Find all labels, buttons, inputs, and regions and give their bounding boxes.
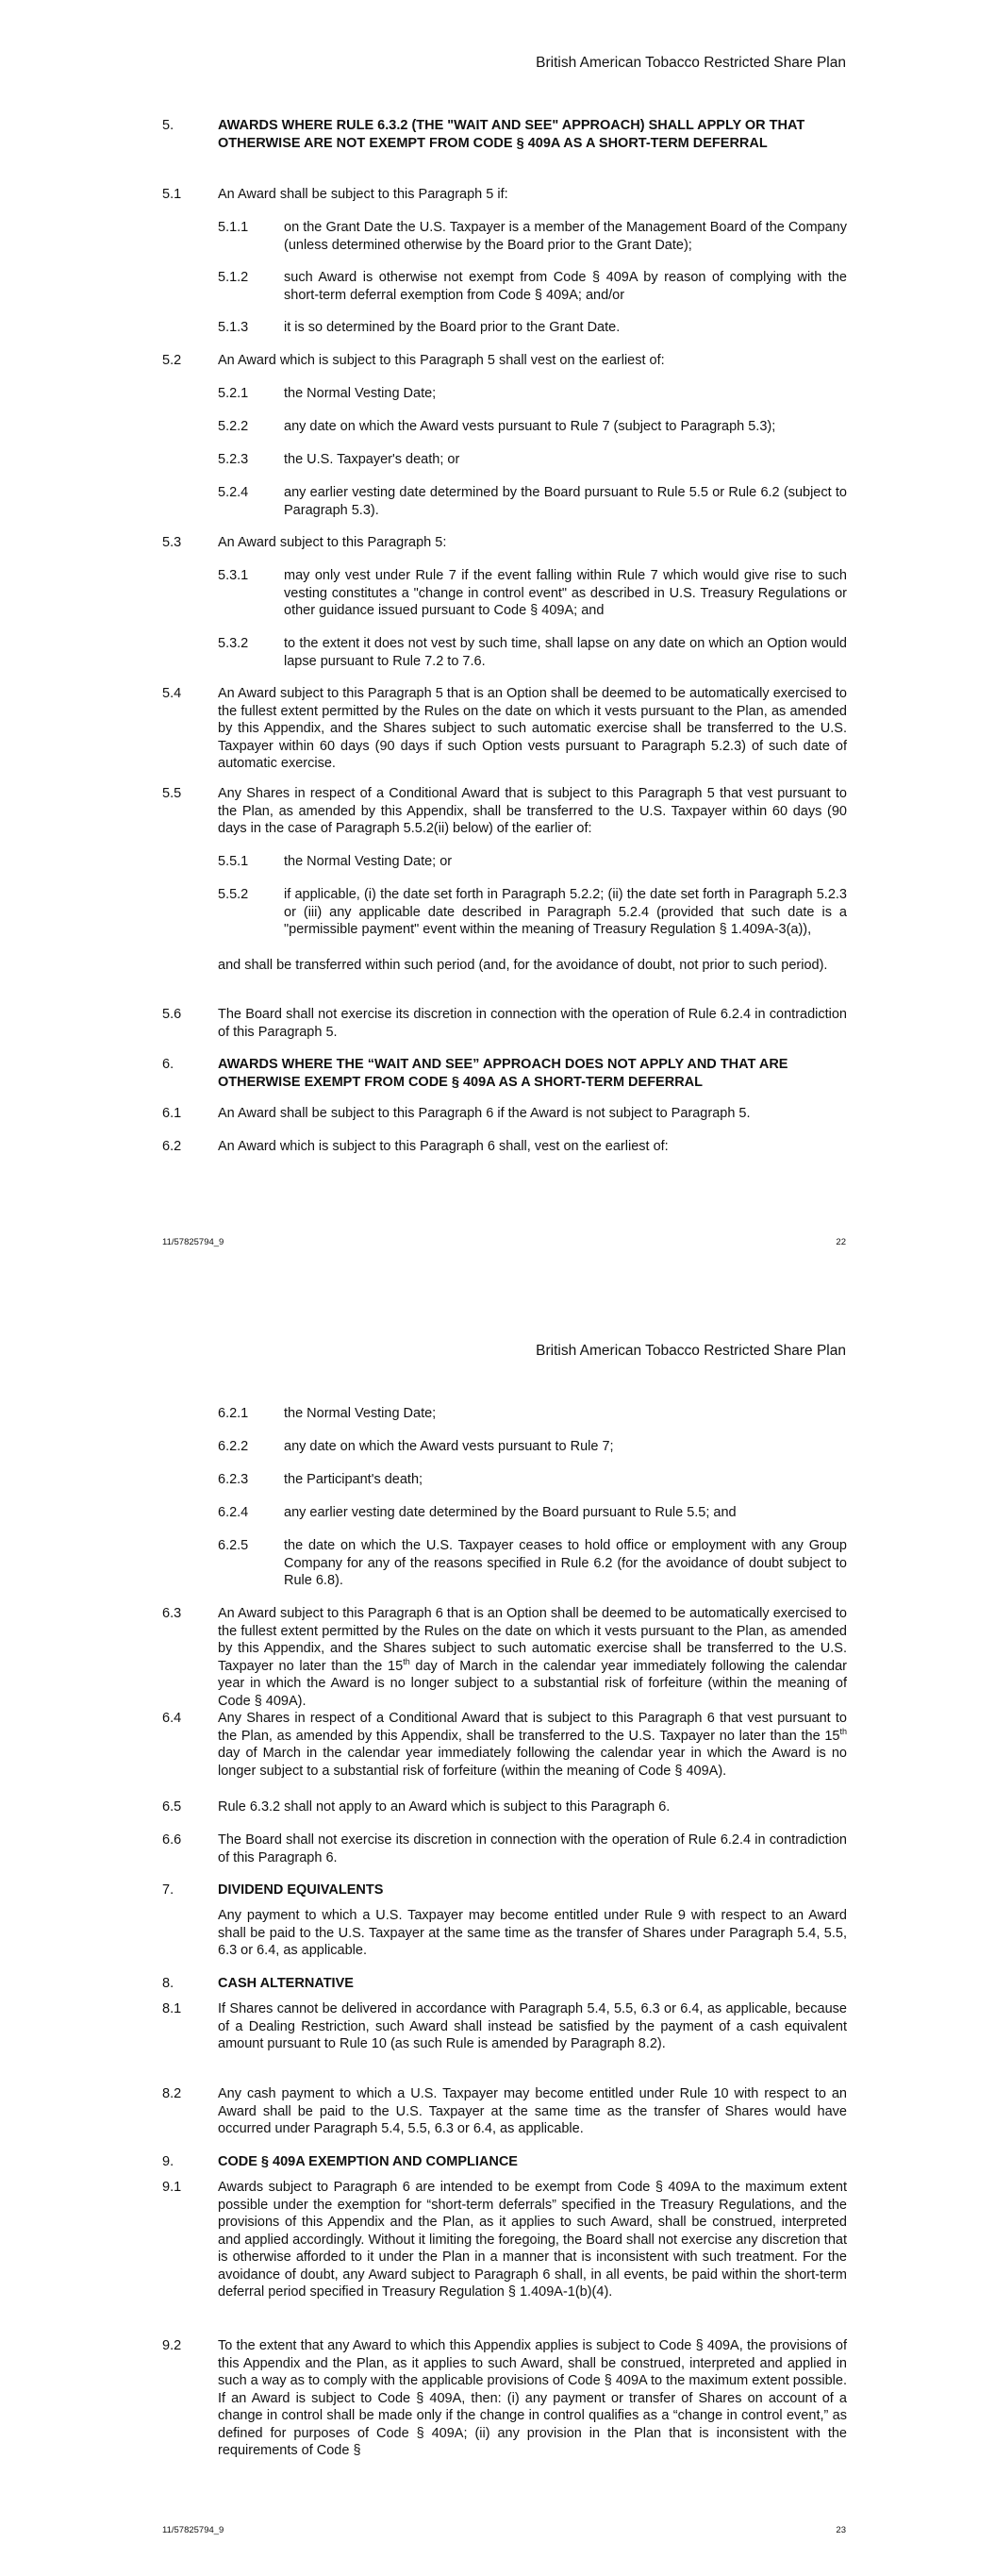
- clause-text: the Participant's death;: [284, 1472, 423, 1487]
- clause-number: 9.: [162, 2154, 174, 2169]
- clause-number: 6.2.5: [218, 1538, 249, 1553]
- clause-text: If Shares cannot be delivered in accordance with Paragraph 5.4, 5.5, 6.3 or 6.4, as applicable, because of a Dealing Restriction, such Award shall instead be satisfied by the payment of a cash equivalent amount pursuant to Rule 10 (as such Rule is amended by Paragraph 8.2).: [218, 2001, 847, 2051]
- clause-text: An Award shall be subject to this Paragraph 5 if:: [218, 187, 508, 202]
- clause-5-2-1: [162, 385, 847, 403]
- clause-number: 5.3.1: [218, 568, 249, 583]
- clause-text: may only vest under Rule 7 if the event falling within Rule 7 which would give rise to such vesting constitutes a "change in control event" as described in U.S. Treasury Regulations or other guidance issued pursuant to Code § 409A; and: [284, 568, 847, 618]
- clause-number: 5.2.4: [218, 485, 249, 500]
- clause-number: 5.6: [162, 1007, 182, 1022]
- continuation-text: Any payment to which a U.S. Taxpayer may become entitled under Rule 9 with respect to an Award shall be paid to the U.S. Taxpayer at the same time as the transfer of Shares under Paragraph 5.4, 5.5, 6.3 or 6.4, as applicable.: [218, 1908, 847, 1958]
- clause-number: 7.: [162, 1882, 174, 1898]
- clause-number: 6.2: [162, 1139, 182, 1154]
- clause-text: the Normal Vesting Date;: [284, 386, 437, 401]
- clause-5-5-continuation: [162, 957, 847, 975]
- clause-number: 5.1.2: [218, 270, 249, 285]
- document-reference: 11/57825794_9: [162, 2525, 224, 2535]
- clause-6-2: [162, 1138, 847, 1156]
- clause-7-body: [162, 1907, 847, 1960]
- clause-6-3: [162, 1605, 847, 1710]
- clause-number: 6.2.3: [218, 1472, 249, 1487]
- clause-6-4: [162, 1710, 847, 1780]
- clause-number: 8.: [162, 1976, 174, 1991]
- clause-number: 9.1: [162, 2180, 182, 2195]
- clause-number: 5.3: [162, 535, 182, 550]
- clause-5-5: [162, 785, 847, 838]
- page-header: British American Tobacco Restricted Share Plan: [536, 1343, 846, 1359]
- clause-number: 6.2.1: [218, 1406, 249, 1421]
- clause-5-2-3: [162, 451, 847, 469]
- clause-number: 6.2.4: [218, 1505, 249, 1520]
- clause-number: 8.1: [162, 2001, 182, 2016]
- clause-number: 6.6: [162, 1832, 182, 1848]
- continuation-text: and shall be transferred within such period (and, for the avoidance of doubt, not prior to such period).: [218, 958, 828, 973]
- clause-text: the U.S. Taxpayer's death; or: [284, 452, 460, 467]
- clause-6-2-1: [162, 1405, 847, 1423]
- clause-number: 5.1.1: [218, 220, 249, 235]
- clause-6-heading: [162, 1056, 847, 1091]
- clause-5-1: [162, 186, 847, 204]
- clause-number: 6.2.2: [218, 1439, 249, 1454]
- clause-text: An Award shall be subject to this Paragraph 6 if the Award is not subject to Paragraph 5.: [218, 1106, 751, 1121]
- clause-text: if applicable, (i) the date set forth in Paragraph 5.2.2; (ii) the date set forth in Paragraph 5.2.3 or (iii) any applicable date described in Paragraph 5.2.4 (provided that such date is a "permissible payment" event within the meaning of Treasury Regulation § 1.409A-3(a)),: [284, 887, 847, 937]
- document-reference: 11/57825794_9: [162, 1237, 224, 1247]
- clause-text: any date on which the Award vests pursuant to Rule 7 (subject to Paragraph 5.3);: [284, 419, 776, 434]
- clause-5-2: [162, 352, 847, 370]
- clause-8-2: [162, 2085, 847, 2138]
- clause-heading: CODE § 409A EXEMPTION AND COMPLIANCE: [218, 2154, 518, 2169]
- clause-text: it is so determined by the Board prior to the Grant Date.: [284, 320, 621, 335]
- clause-text: An Award subject to this Paragraph 5:: [218, 535, 447, 550]
- clause-5-1-1: [162, 219, 847, 254]
- clause-8-heading: [162, 1975, 847, 1993]
- clause-number: 5.2.3: [218, 452, 249, 467]
- clause-number: 6.1: [162, 1106, 182, 1121]
- clause-text: any earlier vesting date determined by the Board pursuant to Rule 5.5; and: [284, 1505, 737, 1520]
- clause-text: Rule 6.3.2 shall not apply to an Award which is subject to this Paragraph 6.: [218, 1799, 671, 1815]
- clause-number: 5.2: [162, 353, 182, 368]
- clause-9-2: [162, 2337, 847, 2460]
- clause-number: 8.2: [162, 2086, 182, 2101]
- clause-text: Awards subject to Paragraph 6 are intended to be exempt from Code § 409A to the maximum extent possible under the exemption for “short-term deferrals” specified in the Treasury Regulations, and the provisions of this Appendix and the Plan, as it applies to such Award, shall be construed, interpreted and applied accordingly. Without it limiting the foregoing, the Board shall not exercise any discretion that is otherwise afforded to it under the Plan in a manner that is inconsistent with such treatment. For the avoidance of doubt, any Award subject to Paragraph 6 shall, in all events, be paid within the short-term deferral period specified in Treasury Regulation § 1.409A-1(b)(4).: [218, 2180, 847, 2300]
- clause-9-heading: [162, 2153, 847, 2171]
- clause-text: [218, 1710, 847, 1780]
- clause-number: 6.5: [162, 1799, 182, 1815]
- clause-6-6: [162, 1832, 847, 1866]
- clause-5-3-2: [162, 635, 847, 670]
- clause-5-6: [162, 1006, 847, 1041]
- ordinal-suffix: th: [839, 1726, 847, 1736]
- page-header: British American Tobacco Restricted Share Plan: [536, 55, 846, 71]
- clause-text: any date on which the Award vests pursuant to Rule 7;: [284, 1439, 614, 1454]
- clause-6-2-2: [162, 1438, 847, 1456]
- clause-number: 5.1: [162, 187, 182, 202]
- clause-heading: DIVIDEND EQUIVALENTS: [218, 1882, 384, 1898]
- clause-text: An Award subject to this Paragraph 5 that is an Option shall be deemed to be automatically exercised to the fullest extent permitted by the Rules on the date on which it vests pursuant to the Plan, as amended by this Appendix, and the Shares subject to such automatic exercise shall be transferred to the U.S. Taxpayer within 60 days (90 days if such Option vests pursuant to Paragraph 5.2.3) of such date of automatic exercise.: [218, 686, 847, 771]
- clause-number: 6.3: [162, 1606, 182, 1621]
- clause-text: An Award which is subject to this Paragraph 6 shall, vest on the earliest of:: [218, 1139, 669, 1154]
- clause-number: 5.: [162, 118, 174, 133]
- clause-5-heading: [162, 117, 847, 152]
- clause-8-1: [162, 2000, 847, 2053]
- clause-5-3-1: [162, 567, 847, 620]
- clause-number: 5.1.3: [218, 320, 249, 335]
- clause-text: [218, 1605, 847, 1710]
- clause-6-2-4: [162, 1504, 847, 1522]
- clause-5-1-3: [162, 319, 847, 337]
- clause-text-part: day of March in the calendar year immediately following the calendar year in which the Award is no longer subject to a substantial risk of forfeiture (within the meaning of Code § 409A).: [218, 1746, 847, 1779]
- clause-6-2-5: [162, 1537, 847, 1590]
- clause-number: 5.5.1: [218, 854, 249, 869]
- clause-text: the Normal Vesting Date;: [284, 1406, 437, 1421]
- clause-5-2-4: [162, 484, 847, 519]
- clause-text: To the extent that any Award to which this Appendix applies is subject to Code § 409A, the provisions of this Appendix and the Plan, as it applies to such Award, shall be construed, interpreted and applied in such a way as to comply with the applicable provisions of Code § 409A to the maximum extent possible. If an Award is subject to Code § 409A, then: (i) any payment or transfer of Shares on account of a change in control shall be made only if the change in control qualifies as a “change in control event,” as defined for purposes of Code § 409A; (ii) any provision in the Plan that is inconsistent with the requirements of Code §: [218, 2338, 847, 2458]
- clause-heading: AWARDS WHERE THE “WAIT AND SEE” APPROACH DOES NOT APPLY AND THAT ARE OTHERWISE EXEMPT FROM CODE § 409A AS A SHORT-TERM DEFERRAL: [218, 1057, 788, 1090]
- clause-5-1-2: [162, 269, 847, 304]
- clause-5-5-2: [162, 886, 847, 939]
- page-number: 22: [836, 1237, 846, 1247]
- clause-text-part: An Award subject to this Paragraph 6 that is an Option shall be deemed to be automatically exercised to the fullest extent permitted by the Rules on the date on which it vests pursuant to the Plan, as amended by this Appendix, and the Shares subject to such automatic exercise shall be transferred to the U.S. Taxpayer no later than the 15: [218, 1606, 847, 1674]
- clause-5-4: [162, 685, 847, 773]
- clause-text: Any cash payment to which a U.S. Taxpayer may become entitled under Rule 10 with respect to an Award shall be paid to the U.S. Taxpayer at the same time as the transfer of Shares would have occurred under Paragraph 5.4, 5.5, 6.3 or 6.4, as applicable.: [218, 2086, 847, 2136]
- clause-number: 5.3.2: [218, 636, 249, 651]
- clause-text: the Normal Vesting Date; or: [284, 854, 453, 869]
- page-number: 23: [836, 2525, 846, 2535]
- clause-number: 6.4: [162, 1711, 182, 1726]
- clause-5-5-1: [162, 853, 847, 871]
- clause-text: The Board shall not exercise its discretion in connection with the operation of Rule 6.2.4 in contradiction of this Paragraph 6.: [218, 1832, 847, 1865]
- clause-6-5: [162, 1798, 847, 1816]
- clause-text: The Board shall not exercise its discretion in connection with the operation of Rule 6.2.4 in contradiction of this Paragraph 5.: [218, 1007, 847, 1040]
- clause-text: to the extent it does not vest by such time, shall lapse on any date on which an Option would lapse pursuant to Rule 7.2 to 7.6.: [284, 636, 847, 669]
- clause-number: 5.5.2: [218, 887, 249, 902]
- clause-6-2-3: [162, 1471, 847, 1489]
- clause-number: 5.5: [162, 786, 182, 801]
- clause-heading: AWARDS WHERE RULE 6.3.2 (THE "WAIT AND SEE" APPROACH) SHALL APPLY OR THAT OTHERWISE ARE NOT EXEMPT FROM CODE § 409A AS A SHORT-TERM DEFERRAL: [218, 118, 805, 151]
- clause-text: the date on which the U.S. Taxpayer ceases to hold office or employment with any Group Company for any of the reasons specified in Rule 6.2 (for the avoidance of doubt subject to Rule 6.8).: [284, 1538, 847, 1588]
- clause-text-part: Any Shares in respect of a Conditional Award that is subject to this Paragraph 6 that vest pursuant to the Plan, as amended by this Appendix, shall be transferred to the U.S. Taxpayer no later than the 15: [218, 1711, 847, 1744]
- clause-heading: CASH ALTERNATIVE: [218, 1976, 354, 1991]
- clause-text-part: day of March in the calendar year immediately following the calendar year in which the Award is no longer subject to a substantial risk of forfeiture (within the meaning of Code § 409A).: [218, 1658, 847, 1709]
- clause-text: such Award is otherwise not exempt from Code § 409A by reason of complying with the short-term deferral exemption from Code § 409A; and/or: [284, 270, 847, 303]
- clause-text: any earlier vesting date determined by the Board pursuant to Rule 5.5 or Rule 6.2 (subject to Paragraph 5.3).: [284, 485, 847, 518]
- clause-text: on the Grant Date the U.S. Taxpayer is a member of the Management Board of the Company (unless determined otherwise by the Board prior to the Grant Date);: [284, 220, 847, 253]
- clause-7-heading: [162, 1882, 847, 1899]
- clause-number: 6.: [162, 1057, 174, 1072]
- clause-text: An Award which is subject to this Paragraph 5 shall vest on the earliest of:: [218, 353, 665, 368]
- ordinal-suffix: th: [403, 1656, 410, 1666]
- page-23: [0, 1288, 995, 2576]
- clause-number: 5.4: [162, 686, 182, 701]
- clause-text: Any Shares in respect of a Conditional Award that is subject to this Paragraph 5 that vest pursuant to the Plan, as amended by this Appendix, shall be transferred to the U.S. Taxpayer within 60 days (90 days in the case of Paragraph 5.5.2(ii) below) of the earlier of:: [218, 786, 847, 836]
- clause-number: 5.2.1: [218, 386, 249, 401]
- clause-6-1: [162, 1105, 847, 1123]
- clause-5-2-2: [162, 418, 847, 436]
- clause-number: 9.2: [162, 2338, 182, 2353]
- clause-5-3: [162, 534, 847, 552]
- clause-number: 5.2.2: [218, 419, 249, 434]
- clause-9-1: [162, 2179, 847, 2301]
